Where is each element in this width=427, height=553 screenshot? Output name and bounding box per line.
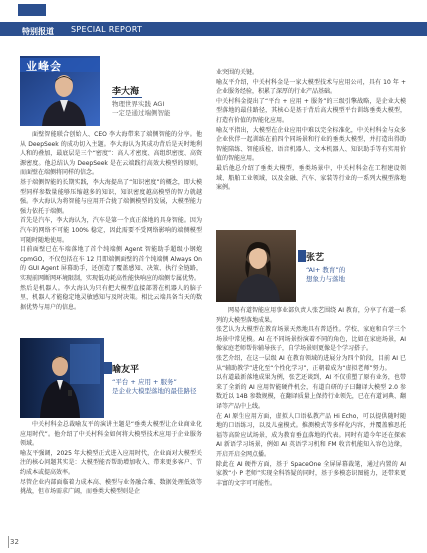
section-title-cn: 特别报道 bbox=[22, 27, 54, 36]
report-header bbox=[0, 0, 427, 36]
speaker-name: 李大海 bbox=[112, 87, 140, 97]
header-block bbox=[18, 4, 46, 16]
page-number: 32 bbox=[10, 538, 19, 546]
speaker-name: 张艺 bbox=[306, 253, 325, 263]
footer-rule bbox=[8, 536, 9, 548]
speaker-name: 喻友平 bbox=[112, 365, 140, 375]
header-bar bbox=[0, 22, 427, 36]
right-column-top: 业突围的关键。 喻友平介绍，中关村科金是一家大模型技术与应用公司，具有 10 年 + 企业服务经验，积累了深厚的行业产品基础。 中关村科金提出了“平台 + 应用 + 服务”的三级引擎战略，是企业大模型落地的最佳路径，其核心是基于背后高大模型平台训练垂类大模型，打造有价值的智能化应用。 喻友平指出，大模型在企业应用中难以完全标准化，中关村科金与众多企业伙伴一起训练在前四个同场景和行业的垂类大模型，并打造出得助智能陪练、智能质检、语音机器人、文本机器人、知识助手等有实用价值的智能应用。 最后他总介绍了垂类大模型，垂类场景中，中关村科金在工程建设领域、船舶工业领域，以及金融、汽车、家装等行业的一系列大模型落地案例。 bbox=[216, 69, 406, 192]
caption-zhang-yi bbox=[306, 250, 345, 284]
banner-text: 业峰会 bbox=[26, 60, 62, 73]
section-title-en: SPECIAL REPORT bbox=[71, 25, 143, 34]
speaker-title: 物理世界实践 AGI 一定是通过端侧智能 bbox=[112, 100, 171, 117]
speaker-title: “AI+ 教育”的 想象力与落地 bbox=[306, 266, 346, 283]
left-column-bottom: 中关村科金总裁喻友平的演讲主题是“垂类大模型让企业商业化应用时代”。他介绍了中关村科金如何将大模型技术应用于企业服务领域。 喻友平强调，2025 年大模型正式进入应用时代，企业面对大模型关注的核心问题其实是：大模型能否帮助增加收入、带来更多客户、节约成本或提高效率。 尽管企业内部面临着力成本高、模型与业务融合难、数据处理低效等挑战，但市场需求广阔，而垂类大模型则是企 bbox=[20, 421, 202, 496]
caption-yu-youping bbox=[112, 362, 197, 396]
accent-bar bbox=[298, 250, 306, 262]
speaker-photo-yu-youping bbox=[20, 338, 104, 418]
right-column-bottom: 网易有道智能应用事业部负责人张艺围绕 AI 教育，分享了有道一系列的大模型落地成果。 张艺认为大模型在教育场景天然地具有普适性。学校、家庭和自学三个场景中常见模。AI 在不同场景扮演着不同的角色，比如在家庭场景，AI 像家庭老师帮你辅导孩子，自学场景则更像是个学习搭子。 张艺介绍，在这一层级 AI 在教育领域的进展分为四个阶段，目前 AI 已从“辅助教学”进化至“个性化学习”，正朝着成为“虚拟老师”努力。 以有道最新落地成果为例，张艺还谈到，AI 不仅重塑了原有业务，也带来了全新的 AI 应用智能硬件机会，有道自研的子曰翻译大模型 2.0 参数近以 14B 参数规模，在翻译质量上保持行业领先，已在有道词典、翻译等产品中上线。 在 AI 原生应用方面，虚拟人口语私教产品 Hi Echo，可以提供随时随地的口语练习，以及儿童模式。推测模式等多样化内容，并覆盖雅思托福等高阶应试场景，成为教育垂直落地的代表。同时有道今年还在探索 AI 新语学习场景，例如 AI 英语学习机和 FM 收音机能知入容色边缘，开启开启全网点播。 除此在 AI 硬件方面，基于 SpaceOne 全屏屏幕裁笔，通过内置的 AI 家教“小 P 老师”实现全科答疑的同时，基于多模态识图能力，还带来更丰富的文字可可能性。 bbox=[216, 307, 406, 487]
caption-li-dahai bbox=[112, 84, 171, 118]
speaker-title: “平台 + 应用 + 服务” 是企业大模型落地的最佳路径 bbox=[112, 378, 197, 395]
caption-underline bbox=[112, 97, 142, 98]
accent-bar bbox=[104, 362, 112, 374]
speaker-photo-zhang-yi bbox=[216, 230, 296, 302]
left-column-top: 面壁智能联合创始人、CEO 李大海带来了端侧智能的分享。他从 DeepSeek 的成功切入主题。李大海认为其成功背后是天时地利人和的叠加，最底层是三个“密度”：高人才密度、高组织密度、高资源密度。他总结认为 DeepSeek 是在云端践行高效大模型的原则，而面壁在端侧将同样的信念。 基于端侧智能的长期实践，李大海提出了“知识密度”的概念，即大模型同样参数量能够压缩越多的知识，知识密度越高模型的智力就越强。李大海认为将智能与应用开合拢了端侧模型的发展，大模型能力强力依托于端侧。 首先是汽车，李大海认为，汽车是第一个真正落地的具身智能。因为汽车的网络不可能 100% 稳定，因此需要不受网络影响的端侧模型可随时随地使用。 目前面壁已在车端落地了首个纯端侧 Agent 智能助手超级小钢炮 cpmGO，不仅包括在车 12 月即端侧面壁的首个纯端侧 Always On 的 GUI Agent 屏幕助手，还创造了覆盖感知、决策、执行全链路，实现前网断网环境限制，实现低功耗高性能快响应的端侧专属优势。 然后是机器人。李大海认为只有把大模型直接部署在机器人的脑子里，机器人才能稳定地灵敏感知与及时决策。相比云端具备当天的数据优势与用户的信息。 bbox=[20, 131, 202, 311]
